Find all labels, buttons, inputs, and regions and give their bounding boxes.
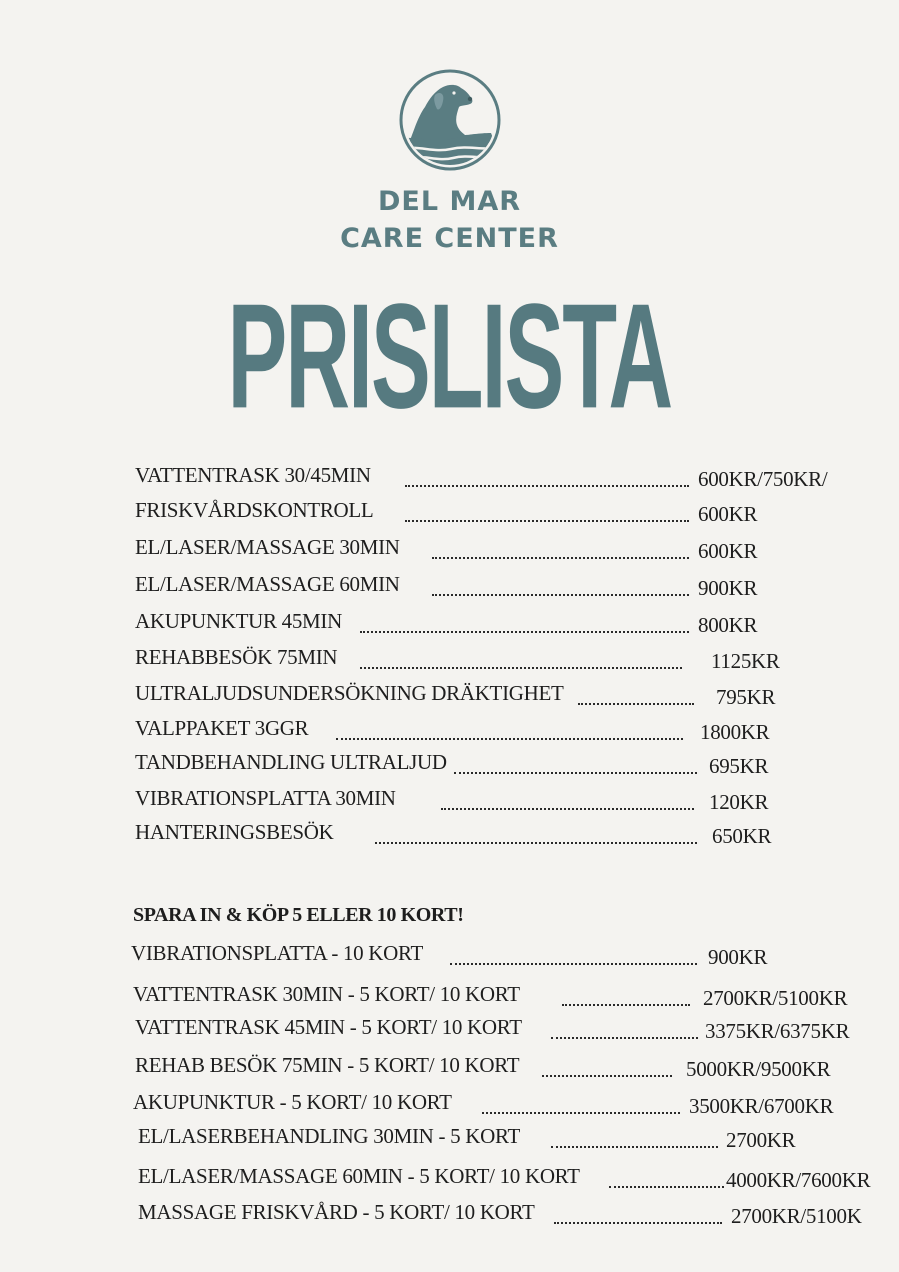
- service-name: VIBRATIONSPLATTA 30MIN: [135, 786, 396, 810]
- dotted-leader: [375, 842, 697, 844]
- service-name: VATTENTRASK 45MIN - 5 KORT/ 10 KORT: [135, 1015, 522, 1039]
- price-row: [0, 683, 899, 713]
- price-row: [0, 500, 899, 530]
- page-title: PRISLISTA: [227, 272, 672, 440]
- service-name: VATTENTRASK 30MIN - 5 KORT/ 10 KORT: [133, 982, 520, 1006]
- dotted-leader: [578, 703, 694, 705]
- price-row: [0, 718, 899, 748]
- dotted-leader: [551, 1037, 698, 1039]
- price-row: [0, 647, 899, 677]
- service-price: 650KR: [712, 824, 772, 848]
- service-name: VALPPAKET 3GGR: [135, 716, 309, 740]
- service-price: 695KR: [709, 754, 769, 778]
- price-row: [0, 574, 899, 604]
- service-name: ULTRALJUDSUNDERSÖKNING DRÄKTIGHET: [135, 681, 564, 705]
- price-row: [0, 943, 899, 973]
- price-row: [0, 822, 899, 852]
- price-row: [0, 1055, 899, 1085]
- service-name: REHAB BESÖK 75MIN - 5 KORT/ 10 KORT: [135, 1053, 520, 1077]
- service-price: 3500KR/6700KR: [689, 1094, 834, 1118]
- brand-name-line2: CARE CENTER: [340, 223, 559, 254]
- service-price: 3375KR/6375KR: [705, 1019, 850, 1043]
- service-name: EL/LASERBEHANDLING 30MIN - 5 KORT: [138, 1124, 520, 1148]
- dotted-leader: [482, 1112, 680, 1114]
- service-price: 2700KR/5100KR: [703, 986, 848, 1010]
- service-price: 600KR: [698, 502, 758, 526]
- card-section-heading: SPARA IN & KÖP 5 ELLER 10 KORT!: [133, 904, 464, 926]
- service-price: 5000KR/9500KR: [686, 1057, 831, 1081]
- dotted-leader: [562, 1004, 690, 1006]
- service-name: VATTENTRASK 30/45MIN: [135, 463, 371, 487]
- dotted-leader: [542, 1075, 672, 1077]
- dotted-leader: [405, 520, 689, 522]
- brand-name-line1: DEL MAR: [377, 186, 521, 217]
- dotted-leader: [454, 772, 697, 774]
- service-name: EL/LASER/MASSAGE 60MIN - 5 KORT/ 10 KORT: [138, 1164, 580, 1188]
- price-row: [0, 752, 899, 782]
- price-row: [0, 1126, 899, 1156]
- dotted-leader: [551, 1146, 718, 1148]
- dotted-leader: [360, 631, 689, 633]
- service-price: 4000KR/7600KR: [726, 1168, 871, 1192]
- dotted-leader: [450, 963, 697, 965]
- service-name: EL/LASER/MASSAGE 30MIN: [135, 535, 400, 559]
- service-name: TANDBEHANDLING ULTRALJUD: [135, 750, 447, 774]
- service-name: MASSAGE FRISKVÅRD - 5 KORT/ 10 KORT: [138, 1200, 535, 1224]
- dotted-leader: [554, 1222, 722, 1224]
- dotted-leader: [609, 1186, 724, 1188]
- service-name: VIBRATIONSPLATTA - 10 KORT: [131, 941, 424, 965]
- service-price: 1800KR: [700, 720, 770, 744]
- service-price: 2700KR: [726, 1128, 796, 1152]
- dog-in-water-icon: [399, 69, 501, 171]
- dotted-leader: [432, 594, 689, 596]
- price-row: [0, 1202, 899, 1232]
- service-price: 900KR: [708, 945, 768, 969]
- price-row: [0, 788, 899, 818]
- dotted-leader: [336, 738, 683, 740]
- service-name: AKUPUNKTUR 45MIN: [135, 609, 342, 633]
- service-price: 2700KR/5100K: [731, 1204, 862, 1228]
- service-price: 795KR: [716, 685, 776, 709]
- service-price: 600KR: [698, 539, 758, 563]
- service-name: EL/LASER/MASSAGE 60MIN: [135, 572, 400, 596]
- service-price: 800KR: [698, 613, 758, 637]
- service-price: 120KR: [709, 790, 769, 814]
- service-name: AKUPUNKTUR - 5 KORT/ 10 KORT: [133, 1090, 452, 1114]
- dotted-leader: [441, 808, 694, 810]
- dotted-leader: [360, 667, 682, 669]
- dotted-leader: [405, 485, 689, 487]
- service-name: HANTERINGSBESÖK: [135, 820, 334, 844]
- service-name: REHABBESÖK 75MIN: [135, 645, 338, 669]
- dotted-leader: [432, 557, 689, 559]
- price-row: [0, 1017, 899, 1047]
- price-row: [0, 1092, 899, 1122]
- price-row: [0, 611, 899, 641]
- service-price: 900KR: [698, 576, 758, 600]
- price-row: [0, 465, 899, 495]
- service-price: 1125KR: [711, 649, 780, 673]
- service-price: 600KR/750KR/: [698, 467, 828, 491]
- price-row: [0, 1166, 899, 1196]
- price-row: [0, 984, 899, 1014]
- service-name: FRISKVÅRDSKONTROLL: [135, 498, 374, 522]
- price-row: [0, 537, 899, 567]
